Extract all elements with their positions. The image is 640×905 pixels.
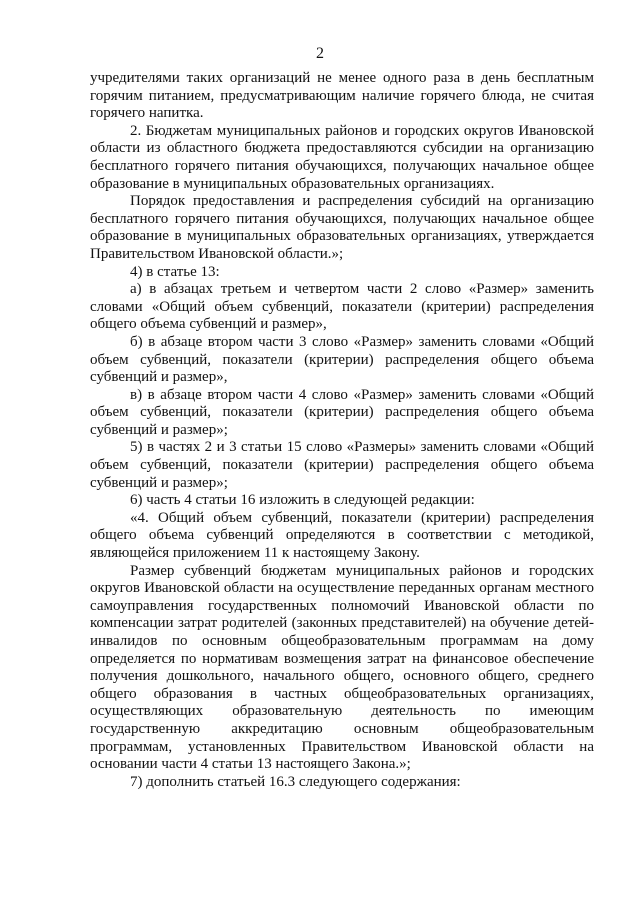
paragraph-item-7: 7) дополнить статьей 16.3 следующего содержания:: [130, 773, 461, 790]
paragraph-item-5: 5) в частях 2 и 3 статьи 15 слово «Размеры» заменить словами «Общий объем субвенций, показатели (критерии) распределения общего объема субвенций и размер»;: [90, 439, 594, 491]
paragraph-continuation: учредителями таких организаций не менее одного раза в день бесплатным горячим питанием, предусматривающим наличие горячего блюда, не считая горячего напитка.: [90, 70, 594, 122]
page-number: 2: [316, 45, 324, 62]
paragraph-procedure: Порядок предоставления и распределения субсидий на организацию бесплатного горячего питания обучающихся, получающих начальное общее образование в муниципальных образовательных организациях, утверждается Правительством Ивановской области.»;: [90, 193, 594, 262]
paragraph-item-2: 2. Бюджетам муниципальных районов и городских округов Ивановской области из областного бюджета предоставляются субсидии на организацию бесплатного горячего питания обучающихся, получающих начальное общее образование в муниципальных образовательных организациях.: [90, 122, 594, 192]
document-body: [90, 70, 594, 791]
paragraph-item-4a: а) в абзацах третьем и четвертом части 2 слово «Размер» заменить словами «Общий объем субвенций, показатели (критерии) распределения общего объема субвенций и размер»,: [90, 281, 594, 333]
paragraph-item-6: 6) часть 4 статьи 16 изложить в следующей редакции:: [130, 492, 475, 509]
paragraph-quoted-part-4: «4. Общий объем субвенций, показатели (критерии) распределения общего объема субвенций определяются в соответствии с методикой, являющейся приложением 11 к настоящему Закону.: [90, 509, 594, 562]
paragraph-subvention-size: Размер субвенций бюджетам муниципальных районов и городских округов Ивановской области на осуществление переданных органам местного самоуправления государственных полномочий Ивановской области по компенсации затрат родителей (законных представителей) на обучение детей-инвалидов по основным общеобразовательным программам на дому определяется по нормативам возмещения затрат на финансовое обеспечение получения дошкольного, начального общего, основного общего, среднего общего образования в частных общеобразовательных организациях, осуществляющих образовательную деятельность по имеющим государственную аккредитацию основным общеобразовательным программам, установленных Правительством Ивановской области на основании части 4 статьи 13 настоящего Закона.»;: [90, 562, 594, 773]
paragraph-item-4: 4) в статье 13:: [130, 263, 220, 280]
paragraph-item-4b: б) в абзаце втором части 3 слово «Размер» заменить словами «Общий объем субвенций, показатели (критерии) распределения общего объема субвенций и размер»,: [90, 333, 594, 386]
paragraph-item-4v: в) в абзаце втором части 4 слово «Размер» заменить словами «Общий объем субвенций, показатели (критерии) распределения общего объема субвенций и размер»;: [90, 386, 594, 438]
